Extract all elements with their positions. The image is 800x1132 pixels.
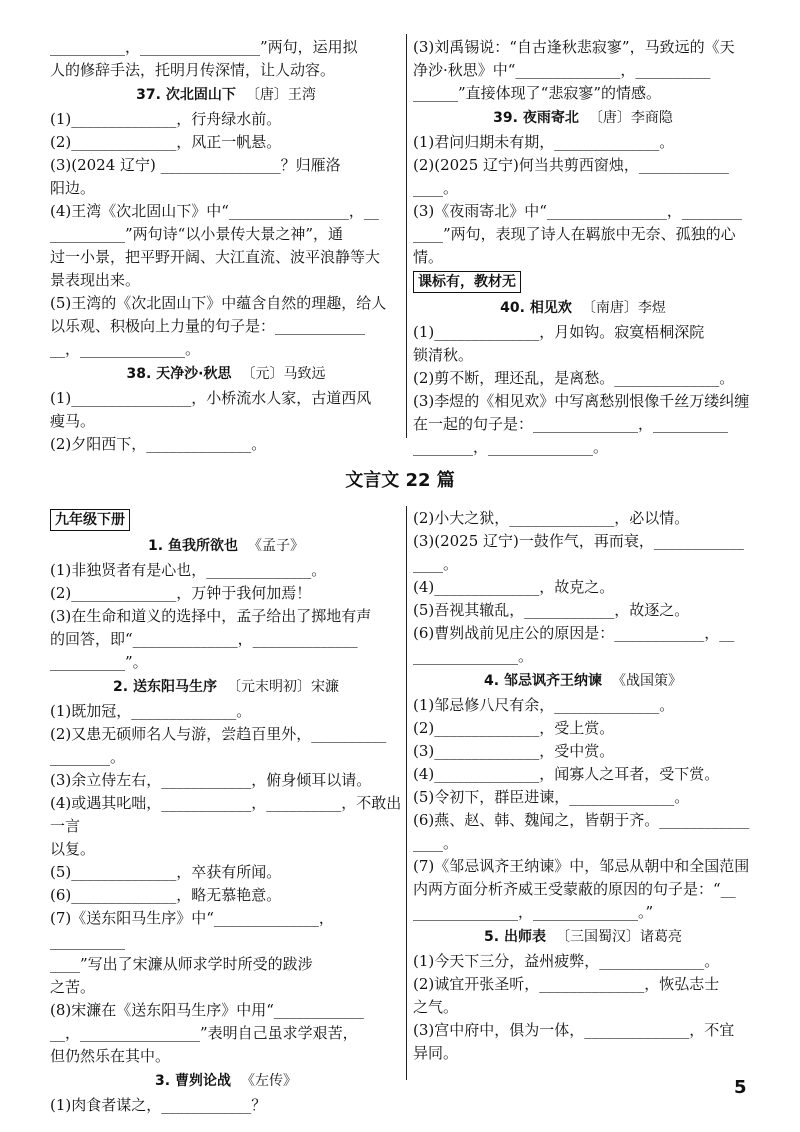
title-text: 4. 邹忌讽齐王纳谏 xyxy=(484,673,602,689)
text-line: 在一起的句子是：______________，__________ xyxy=(413,415,729,433)
text-line: (1)既加冠，______________。 xyxy=(50,702,252,720)
poem-title xyxy=(413,297,753,320)
text-line: (6)______________，略无慕艳意。 xyxy=(50,886,282,904)
text-line: 以乐观、积极向上力量的句子是：____________ xyxy=(50,317,366,335)
text-line: 锁清秋。 xyxy=(413,346,474,364)
text-line: (2)诚宜开张圣听，______________，恢弘志士 xyxy=(413,975,720,993)
text-line: 过一小景，把平野开阔、大江直流、波平浪静等大 xyxy=(50,248,381,266)
text-line: (3)(2025 辽宁)一鼓作气，再而衰，____________ xyxy=(413,532,744,550)
title-text: 1. 鱼我所欲也 xyxy=(148,538,238,554)
text-line: 净沙·秋思》中“______________，__________ xyxy=(413,61,711,79)
text-line: (4)王湾《次北固山下》中“________________，__ xyxy=(50,202,379,220)
boxed-label: 课标有，教材无 xyxy=(413,271,521,293)
text-line: (2)______________，万钟于我何加焉！ xyxy=(50,584,312,602)
poem-title xyxy=(50,535,402,558)
author-text: 《左传》 xyxy=(240,1073,297,1089)
poem-title xyxy=(413,107,753,130)
boxed-label: 九年级下册 xyxy=(50,509,130,531)
poem-title xyxy=(413,926,753,949)
title-text: 2. 送东阳马生序 xyxy=(113,679,217,695)
text-line: 之气。 xyxy=(413,998,459,1016)
text-line: (1)邹忌修八尺有余，______________。 xyxy=(413,696,675,714)
text-line: 人的修辞手法，托明月传深情，让人动容。 xyxy=(50,61,336,79)
text-line: (6)曹刿战前见庄公的原因是：____________，__ xyxy=(413,624,735,642)
poem-title xyxy=(413,670,753,693)
text-line: (2)______________，受上赏。 xyxy=(413,719,615,737)
text-line: (5)______________，卒获有所闻。 xyxy=(50,863,282,881)
title-text: 38. 天净沙·秋思 xyxy=(126,366,232,382)
text-line: 之苦。 xyxy=(50,978,96,996)
text-line: ____。 xyxy=(413,179,459,197)
poem-title xyxy=(50,1070,402,1093)
text-line: (3)(2024 辽宁) ________________？归雁洛 xyxy=(50,156,341,174)
text-line: (1)非独贤者有是心也，______________。 xyxy=(50,561,327,579)
poem-title xyxy=(50,676,402,699)
text-line: (5)吾视其辙乱，____________，故逐之。 xyxy=(413,601,690,619)
title-text: 5. 出师表 xyxy=(484,929,546,945)
text-line: (1)今天下三分，益州疲弊，______________。 xyxy=(413,952,720,970)
left-top-column xyxy=(50,36,402,456)
right-top-column xyxy=(413,36,753,459)
text-line: (3)余立侍左右，____________，俯身倾耳以请。 xyxy=(50,771,372,789)
text-line: ____。 xyxy=(413,834,459,852)
author-text: 〔南唐〕李煜 xyxy=(581,300,666,316)
text-line: ______________，______________。” xyxy=(413,903,654,921)
column-divider-bottom xyxy=(406,506,407,1080)
text-line: 异同。 xyxy=(413,1044,459,1062)
text-line: __________”。 xyxy=(50,653,148,671)
text-line: 阳边。 xyxy=(50,179,96,197)
text-line: (7)《送东阳马生序》中“______________，__________ xyxy=(50,909,334,950)
text-line: (3)______________，受中赏。 xyxy=(413,742,615,760)
text-line: ________，______________。 xyxy=(413,438,609,456)
right-bottom-column xyxy=(413,507,753,1065)
text-line: (1)______________，行舟绿水前。 xyxy=(50,110,282,128)
text-line: 瘦马。 xyxy=(50,412,96,430)
text-line: __________”两句诗“以小景传大景之神”，通 xyxy=(50,225,344,243)
text-line: (1)肉食者谋之，____________？ xyxy=(50,1096,267,1114)
title-text: 37. 次北固山下 xyxy=(136,87,236,103)
text-line: ______________。 xyxy=(413,647,534,665)
text-line: ____”两句，表现了诗人在羁旅中无奈、孤独的心情。 xyxy=(413,225,736,266)
text-line: (3)在生命和道义的选择中，孟子给出了掷地有声 xyxy=(50,607,372,625)
text-line: (2)剪不断，理还乱，是离愁。______________。 xyxy=(413,369,735,387)
author-text: 〔唐〕李商隐 xyxy=(588,110,673,126)
text-line: (2)______________，风正一帆悬。 xyxy=(50,133,282,151)
text-line: 内两方面分析齐威王受蒙蔽的原因的句子是：“__ xyxy=(413,880,736,898)
title-text: 40. 相见欢 xyxy=(500,300,572,316)
author-text: 《战国策》 xyxy=(611,673,682,689)
text-line: (3)宫中府中，俱为一体，______________，不宜 xyxy=(413,1021,735,1039)
text-line: (2)又患无硕师名人与游，尝趋百里外，__________ xyxy=(50,725,387,743)
author-text: 〔三国蜀汉〕诸葛亮 xyxy=(555,929,682,945)
text-line: (4)或遇其叱咄，____________，__________，不敢出一言 xyxy=(50,794,402,835)
text-line: (3)刘禹锡说：“自古逢秋悲寂寥”，马致远的《天 xyxy=(413,38,735,56)
text-line: (4)______________，闻寡人之耳者，受下赏。 xyxy=(413,765,720,783)
text-line: (5)王湾的《次北固山下》中蕴含自然的理趣，给人 xyxy=(50,294,387,312)
poem-title xyxy=(50,363,402,386)
text-line: (2)小大之狱，______________，必以情。 xyxy=(413,509,690,527)
text-line: ________。 xyxy=(50,748,126,766)
text-line: (8)宋濂在《送东阳马生序》中用“____________ xyxy=(50,1001,364,1019)
title-text: 39. 夜雨寄北 xyxy=(493,110,579,126)
section-heading: 文言文 22 篇 xyxy=(345,470,455,491)
column-divider-top xyxy=(406,34,407,438)
text-line: __，________________”表明自己虽求学艰苦， xyxy=(50,1024,358,1042)
author-text: 《孟子》 xyxy=(247,538,304,554)
text-line: (2)夕阳西下，______________。 xyxy=(50,435,267,453)
left-bottom-column xyxy=(50,507,402,1117)
text-line: ______”直接体现了“悲寂寥”的情感。 xyxy=(413,84,662,102)
text-line: (3)李煜的《相见欢》中写离愁别恨像千丝万缕纠缠 xyxy=(413,392,750,410)
text-line: (2)(2025 辽宁)何当共剪西窗烛，____________ xyxy=(413,156,729,174)
text-line: __，______________。 xyxy=(50,340,201,358)
text-line: (1)______________，月如钩。寂寞梧桐深院 xyxy=(413,323,705,341)
text-line: 的回答，即“______________，______________ xyxy=(50,630,358,648)
text-line: (4)______________，故克之。 xyxy=(413,578,615,596)
poem-title xyxy=(50,84,402,107)
text-line: 但仍然乐在其中。 xyxy=(50,1047,171,1065)
text-line: ____。 xyxy=(413,555,459,573)
text-line: (1)君问归期未有期，______________。 xyxy=(413,133,675,151)
text-line: (6)燕、赵、韩、魏闻之，皆朝于齐。____________ xyxy=(413,811,750,829)
text-line: __________，________________”两句，运用拟 xyxy=(50,38,358,56)
author-text: 〔唐〕王湾 xyxy=(245,87,316,103)
text-line: ____”写出了宋濂从师求学时所受的跋涉 xyxy=(50,955,313,973)
text-line: (7)《邹忌讽齐王纳谏》中，邹忌从朝中和全国范围 xyxy=(413,857,750,875)
text-line: (5)令初下，群臣进谏，______________。 xyxy=(413,788,690,806)
author-text: 〔元〕马致远 xyxy=(241,366,326,382)
page-number: 5 xyxy=(734,1077,747,1098)
text-line: 景表现出来。 xyxy=(50,271,141,289)
title-text: 3. 曹刿论战 xyxy=(155,1073,231,1089)
author-text: 〔元末明初〕宋濂 xyxy=(226,679,339,695)
text-line: (1)________________，小桥流水人家，古道西风 xyxy=(50,389,372,407)
text-line: 以复。 xyxy=(50,840,96,858)
text-line: (3)《夜雨寄北》中“________________，________ xyxy=(413,202,742,220)
